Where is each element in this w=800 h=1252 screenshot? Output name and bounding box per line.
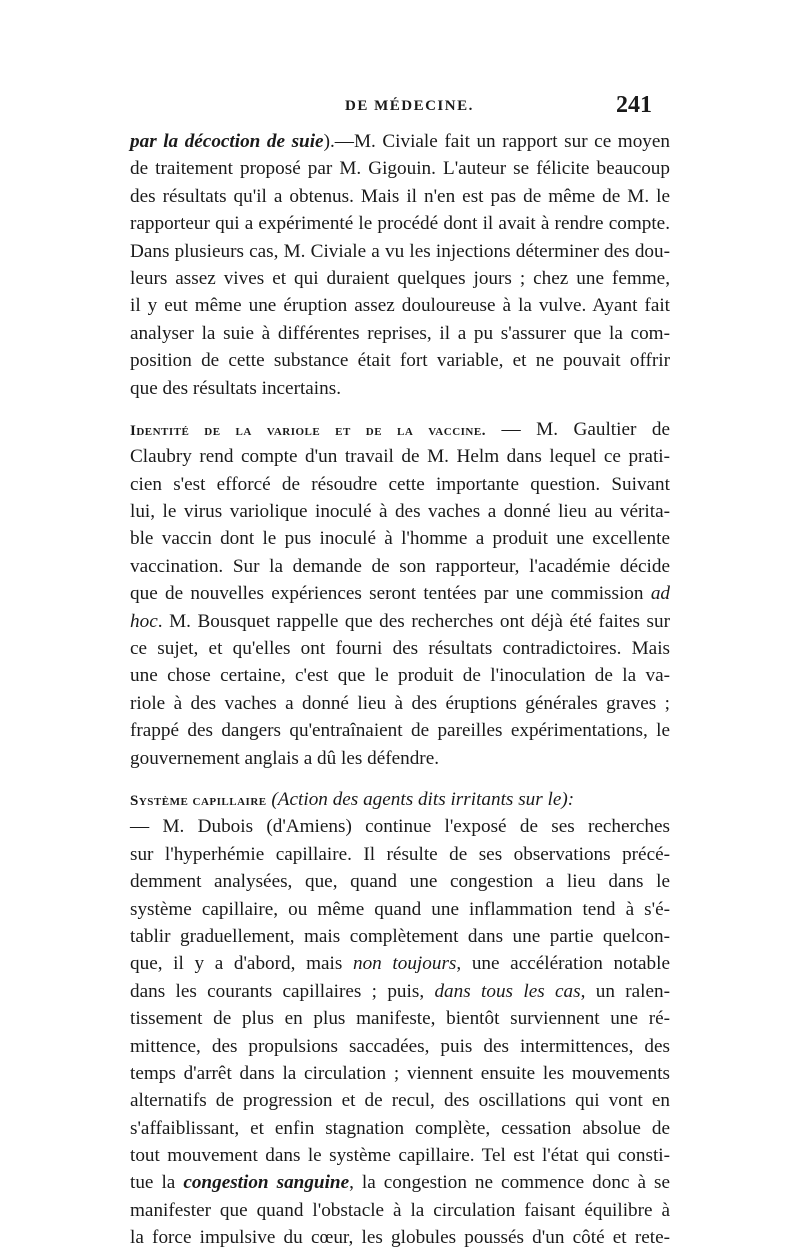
text-line: demment analysées, que, quand une congestion a lieu dans le <box>130 871 670 893</box>
text-span: tue la <box>130 1172 184 1194</box>
text-line: Dans plusieurs cas, M. Civiale a vu les injections déterminer des dou- <box>130 240 670 262</box>
text-line: alternatifs de progression et de recul, des oscillations qui vont en <box>130 1090 670 1112</box>
text-line: ce sujet, et qu'elles ont fourni des résultats contradictoires. Mais <box>130 638 670 660</box>
text-line: manifester que quand l'obstacle à la circulation faisant équilibre à <box>130 1199 670 1221</box>
text-line: lui, le virus variolique inoculé à des vaches a donné lieu au vérita- <box>130 501 670 523</box>
paragraph-civiale <box>130 128 670 402</box>
text-line: riole à des vaches a donné lieu à des éruptions générales graves ; <box>130 692 670 714</box>
text-line <box>130 786 670 813</box>
text-line: des résultats qu'il a obtenus. Mais il n'en est pas de même de M. le <box>130 185 670 207</box>
text-line: analyser la suie à différentes reprises, il a pu s'assurer que la com- <box>130 322 670 344</box>
text-span: ).—M. Civiale fait un rapport sur ce moyen <box>323 131 670 152</box>
text-line: leurs assez vives et qui duraient quelques jours ; chez une femme, <box>130 267 670 289</box>
text-span: , une accélération notable <box>456 953 670 975</box>
text-span: que, il y a d'abord, mais <box>130 953 353 975</box>
italic-phrase: congestion sanguine <box>183 1172 350 1194</box>
text-span: , la congestion ne commence donc à se <box>349 1172 670 1194</box>
section-heading: Identité de la variole et de la vaccine. <box>130 422 486 439</box>
text-line: Claubry rend compte d'un travail de M. Helm dans lequel ce prati- <box>130 446 670 468</box>
text-span: . M. Bousquet rappelle que des recherches ont déjà été faites sur <box>157 610 670 632</box>
paragraph-variole-vaccine <box>130 416 670 772</box>
italic-phrase: non toujours <box>352 953 457 975</box>
text-line: mittence, des propulsions saccadées, puis des intermittences, des <box>130 1035 670 1057</box>
text-line: s'affaiblissant, et enfin stagnation complète, cessation absolue de <box>130 1117 670 1139</box>
text-line: gouvernement anglais a dû les défendre. <box>130 747 440 769</box>
text-line: tissement de plus en plus manifeste, bientôt surviennent une ré- <box>130 1008 670 1030</box>
text-line <box>130 608 670 635</box>
running-head <box>0 92 800 122</box>
text-line: vaccination. Sur la demande de son rapporteur, l'académie décide <box>130 555 670 577</box>
italic-phrase: hoc <box>130 610 158 632</box>
italic-phrase: dans tous les cas <box>434 980 581 1002</box>
text-line: que des résultats incertains. <box>130 377 341 399</box>
italic-phrase: ad <box>650 583 670 605</box>
text-line: de traitement proposé par M. Gigouin. L'auteur se félicite beaucoup <box>130 158 670 180</box>
section-heading: Système capillaire <box>130 792 267 809</box>
text-line: il y eut même une éruption assez douloureuse à la vulve. Ayant fait <box>130 295 670 317</box>
text-line <box>130 978 670 1005</box>
paragraph-gap <box>130 772 670 786</box>
italic-phrase: (Action des agents dits irritants sur le): <box>266 788 575 810</box>
text-span: que de nouvelles expériences seront tentées par une commission <box>130 583 651 605</box>
text-line <box>130 1169 670 1196</box>
text-line: tablir graduellement, mais complètement dans une partie quelcon- <box>130 925 670 947</box>
text-span: dans les courants capillaires ; puis, <box>130 980 435 1002</box>
text-line: ble vaccin dont le pus inoculé à l'homme a produit une excellente <box>130 528 670 550</box>
text-line: frappé des dangers qu'entraînaient de pareilles expérimentations, le <box>130 720 670 742</box>
text-line: tout mouvement dans le système capillaire. Tel est l'état qui consti- <box>130 1145 670 1167</box>
text-line: sur l'hyperhémie capillaire. Il résulte de ses observations précé- <box>130 843 670 865</box>
page-number: 241 <box>616 92 652 118</box>
body-text <box>130 128 670 1252</box>
text-span: — M. Gaultier de <box>485 418 670 440</box>
text-line <box>130 416 670 443</box>
text-line: — M. Dubois (d'Amiens) continue l'exposé de ses recherches <box>130 816 670 838</box>
paragraph-systeme-capillaire <box>130 786 670 1252</box>
text-line <box>130 580 670 607</box>
text-line: la force impulsive du cœur, les globules poussés d'un côté et rete- <box>130 1227 670 1249</box>
running-title: DE MÉDECINE. <box>345 98 474 114</box>
text-line: cien s'est efforcé de résoudre cette importante question. Suivant <box>130 473 670 495</box>
text-line: temps d'arrêt dans la circulation ; viennent ensuite les mouvements <box>130 1062 670 1084</box>
text-span: , un ralen- <box>580 980 670 1002</box>
text-line <box>130 128 670 155</box>
text-line: rapporteur qui a expérimenté le procédé dont il avait à rendre compte. <box>130 213 670 235</box>
paragraph-gap <box>130 402 670 416</box>
text-line: position de cette substance était fort variable, et ne pouvait offrir <box>130 350 670 372</box>
text-line: une chose certaine, c'est que le produit de l'inoculation de la va- <box>130 665 670 687</box>
italic-phrase: par la décoction de suie <box>130 131 324 152</box>
text-line: système capillaire, ou même quand une inflammation tend à s'é- <box>130 898 670 920</box>
text-line <box>130 950 670 977</box>
